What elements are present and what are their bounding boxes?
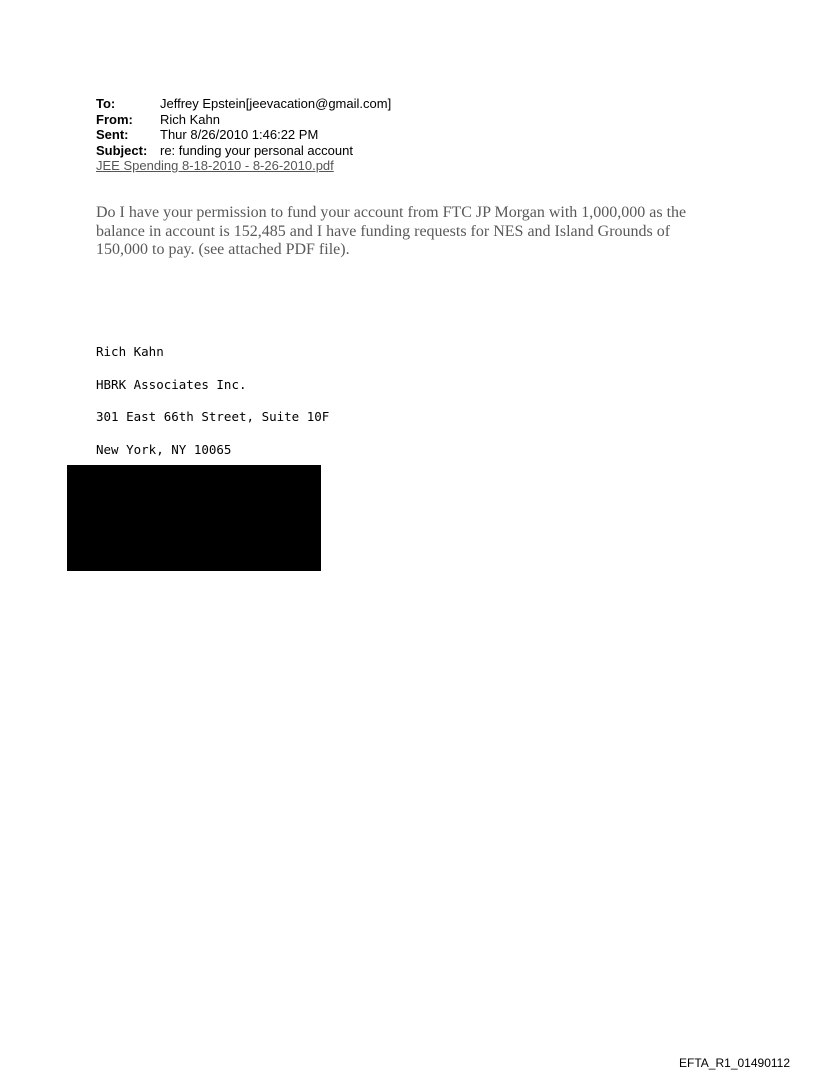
from-label: From: [96,111,133,127]
from-row [96,112,391,128]
signature-city: New York, NY 10065 [96,441,232,457]
attachment-link[interactable]: JEE Spending 8-18-2010 - 8-26-2010.pdf [96,158,334,173]
email-header [96,96,391,174]
sent-label: Sent: [96,127,129,142]
to-value: Jeffrey Epstein[jeevacation@gmail.com] [160,96,392,111]
signature-company: HBRK Associates Inc. [96,376,247,392]
to-label: To: [96,96,116,111]
subject-row [96,143,391,159]
signature-block [96,344,329,474]
signature-name: Rich Kahn [96,344,164,359]
to-row [96,96,391,112]
document-id: EFTA_R1_01490112 [679,1056,790,1070]
sent-row [96,127,391,143]
email-body: Do I have your permission to fund your account from FTC JP Morgan with 1,000,000 as the balance in account is 152,485 and I have funding requests for NES and Island Grounds of 150,000 to pay. (see attached PDF file). [96,204,687,258]
from-value: Rich Kahn [160,111,220,127]
subject-value: re: funding your personal account [160,142,353,158]
redaction-block [67,465,321,571]
subject-label: Subject: [96,142,148,158]
sent-value: Thur 8/26/2010 1:46:22 PM [160,127,319,142]
signature-street: 301 East 66th Street, Suite 10F [96,409,330,424]
